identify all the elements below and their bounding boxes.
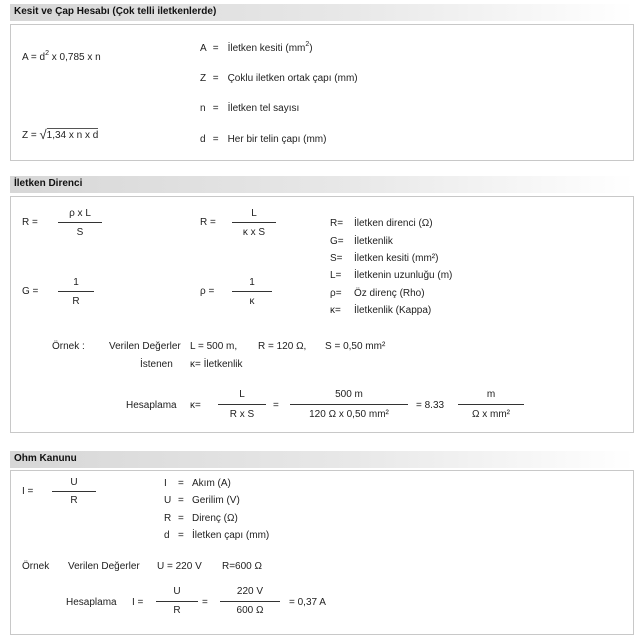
def-symbol: S=	[330, 253, 343, 264]
def-row	[330, 218, 433, 229]
formula-lhs: I =	[22, 486, 34, 497]
unit-denominator: Ω x mm²	[471, 409, 511, 420]
def-symbol: Z	[200, 73, 207, 84]
fraction-denominator: R	[70, 495, 78, 506]
result-value: = 8.33	[416, 400, 445, 411]
given-resistance: R=600 Ω	[222, 561, 262, 572]
formula-lhs: A =	[22, 52, 37, 63]
example-label: Örnek :	[52, 341, 85, 352]
def-equals: =	[178, 513, 184, 524]
fraction-numerator: 1	[249, 277, 255, 288]
def-text: İletkenlik (Kappa)	[354, 305, 432, 316]
def-equals: =	[178, 530, 184, 541]
def-text: İletken direnci (Ω)	[354, 218, 433, 229]
example-label: Örnek	[22, 561, 50, 572]
def-text: Öz direnç (Rho)	[354, 288, 425, 299]
given-resistance: R = 120 Ω,	[258, 341, 307, 352]
formula-a	[22, 52, 101, 63]
fraction-denominator: S	[76, 227, 84, 238]
radicand: 1,34 x n x d	[46, 130, 99, 141]
wanted-label: İstenen	[140, 359, 173, 370]
def-row	[330, 236, 393, 247]
fraction-denominator: κ x S	[242, 227, 266, 238]
fraction-numerator: U	[70, 477, 78, 488]
def-symbol: G=	[330, 236, 344, 247]
exponent: 2	[305, 41, 310, 48]
fraction-bar	[220, 601, 280, 602]
given-voltage: U = 220 V	[157, 561, 202, 572]
calc-lhs: I =	[132, 597, 144, 608]
sqrt-icon: √	[39, 127, 47, 142]
def-equals: =	[178, 495, 184, 506]
fraction-bar	[58, 222, 102, 223]
fraction-denominator: 120 Ω x 0,50 mm²	[309, 409, 389, 420]
def-row	[200, 134, 326, 145]
fraction-denominator: R	[173, 605, 181, 616]
formula-lhs: R =	[22, 217, 38, 228]
def-text: İletkenlik	[354, 236, 393, 247]
def-symbol: U	[164, 495, 172, 506]
given-length: L = 500 m,	[190, 341, 238, 352]
def-text: Her bir telin çapı (mm)	[227, 134, 327, 145]
def-symbol: R	[164, 513, 172, 524]
fraction-bar	[232, 222, 276, 223]
equals-sign: =	[202, 597, 208, 608]
def-text: İletken kesiti (mm²)	[354, 253, 439, 264]
def-symbol: R=	[330, 218, 344, 229]
fraction-numerator: ρ x L	[69, 208, 91, 219]
def-close: )	[309, 43, 313, 54]
fraction-bar	[156, 601, 198, 602]
unit-numerator: m	[486, 389, 496, 400]
def-text: İletken tel sayısı	[227, 103, 300, 114]
def-row	[164, 495, 240, 506]
section-header-direnc	[10, 176, 634, 193]
def-equals: =	[212, 73, 219, 84]
result-value: = 0,37 A	[289, 597, 326, 608]
def-row	[164, 530, 269, 541]
def-symbol: κ=	[330, 305, 341, 316]
fraction-bar	[218, 404, 266, 405]
fraction-numerator: 1	[73, 277, 79, 288]
def-row	[164, 513, 238, 524]
def-text: İletken çapı (mm)	[192, 530, 270, 541]
def-equals: =	[212, 134, 219, 145]
section-header-kesit	[10, 4, 634, 21]
def-row	[330, 270, 452, 281]
formula-var: d	[39, 52, 46, 63]
def-row	[330, 288, 425, 299]
fraction-denominator: R x S	[229, 409, 255, 420]
fraction-numerator: 220 V	[236, 586, 264, 597]
def-text: Direnç (Ω)	[192, 513, 238, 524]
given-section: S = 0,50 mm²	[325, 341, 386, 352]
formula-lhs: ρ =	[200, 286, 215, 297]
def-symbol: I	[164, 478, 167, 489]
fraction-bar	[232, 291, 272, 292]
exponent: 2	[45, 50, 49, 57]
fraction-denominator: R	[72, 296, 80, 307]
section-title: Ohm Kanunu	[14, 453, 77, 464]
def-equals: =	[212, 43, 219, 54]
def-row	[330, 305, 431, 316]
def-text: Gerilim (V)	[192, 495, 240, 506]
fraction-bar	[458, 404, 524, 405]
fraction-bar	[58, 291, 94, 292]
section-title: Kesit ve Çap Hesabı (Çok telli iletkenlerde)	[14, 6, 217, 17]
formula-rest: x 0,785 x n	[51, 52, 101, 63]
formula-lhs: G =	[22, 286, 39, 297]
fraction-denominator: 600 Ω	[236, 605, 264, 616]
given-label: Verilen Değerler	[68, 561, 140, 572]
fraction-denominator: κ	[249, 296, 255, 307]
fraction-numerator: U	[173, 586, 181, 597]
fraction-numerator: L	[251, 208, 257, 219]
def-text: İletkenin uzunluğu (m)	[354, 270, 453, 281]
equals-sign: =	[273, 400, 279, 411]
def-row	[200, 103, 299, 114]
def-row	[330, 253, 438, 264]
def-symbol: n	[200, 103, 206, 114]
def-text: Çoklu iletken ortak çapı (mm)	[227, 73, 358, 84]
given-label: Verilen Değerler	[109, 341, 181, 352]
formula-lhs: R =	[200, 217, 216, 228]
def-equals: =	[212, 103, 219, 114]
def-symbol: L=	[330, 270, 342, 281]
def-row	[164, 478, 231, 489]
def-symbol: d	[164, 530, 170, 541]
fraction-bar	[290, 404, 408, 405]
def-symbol: d	[200, 134, 206, 145]
fraction-numerator: L	[239, 389, 245, 400]
def-text: Akım (A)	[192, 478, 231, 489]
calc-label: Hesaplama	[66, 597, 117, 608]
def-row	[200, 43, 313, 54]
formula-lhs: Z =	[22, 130, 37, 141]
def-text: İletken kesiti (mm	[227, 43, 306, 54]
calc-lhs: κ=	[190, 400, 201, 411]
section-header-ohm	[10, 451, 634, 468]
calc-label: Hesaplama	[126, 400, 177, 411]
section-title: İletken Direnci	[14, 178, 83, 189]
formula-z	[22, 126, 98, 141]
fraction-numerator: 500 m	[335, 389, 363, 400]
def-equals: =	[178, 478, 184, 489]
wanted-value: κ= İletkenlik	[190, 359, 243, 370]
section-box-ohm	[10, 470, 634, 635]
def-row	[200, 73, 358, 84]
fraction-bar	[52, 491, 96, 492]
def-symbol: ρ=	[330, 288, 342, 299]
def-symbol: A	[200, 43, 207, 54]
